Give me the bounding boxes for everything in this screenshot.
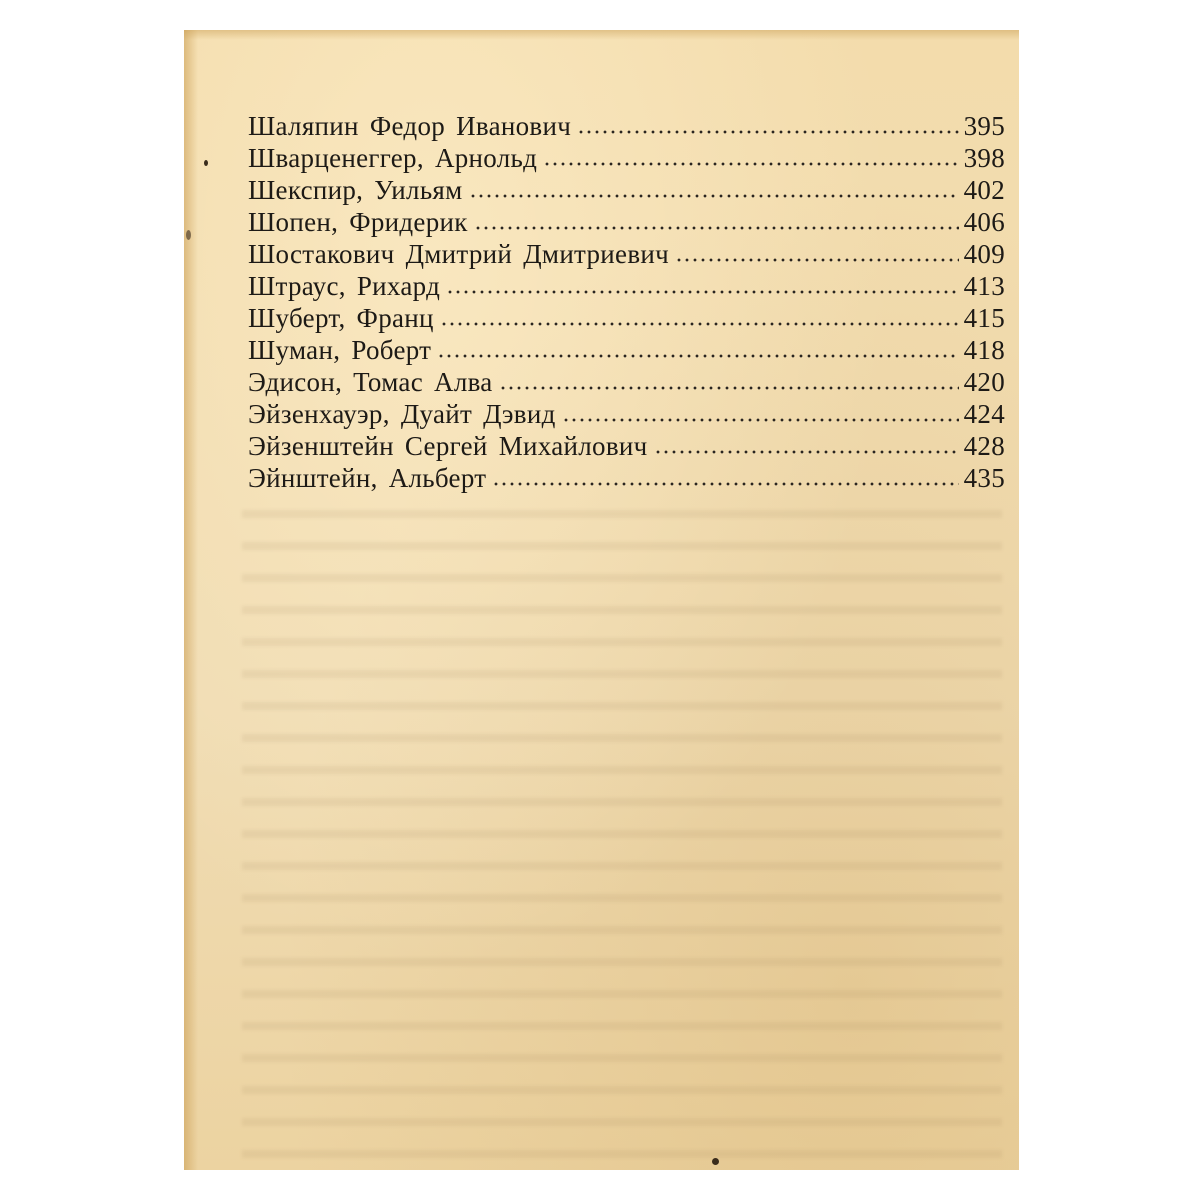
toc-entry-name: Эйнштейн, Альберт [248,463,487,493]
dot-leader [446,289,958,295]
paper-speck [712,1158,719,1165]
toc-entry-name: Эйзенхауэр, Дуайт Дэвид [248,399,556,429]
toc-entry-name: Шостакович Дмитрий Дмитриевич [248,239,670,269]
toc-entry[interactable] [248,174,1005,206]
toc-entry-page: 395 [963,111,1005,141]
toc-entry[interactable] [248,430,1005,462]
paper-speck [186,230,191,240]
toc-entry-page: 420 [963,367,1005,397]
dot-leader [440,321,959,327]
dot-leader [654,449,959,455]
toc-entry[interactable] [248,142,1005,174]
page-edge-shadow-top [184,30,1019,40]
toc-entry-page: 435 [963,463,1005,493]
toc-entry-name: Эйзенштейн Сергей Михайлович [248,431,648,461]
toc-entry[interactable] [248,270,1005,302]
toc-entry[interactable] [248,110,1005,142]
toc-entry-page: 428 [963,431,1005,461]
toc-entry-name: Шопен, Фридерик [248,207,468,237]
dot-leader [474,225,959,231]
toc-entry-name: Шуман, Роберт [248,335,432,365]
toc-entry-name: Шекспир, Уильям [248,175,463,205]
toc-entry-name: Эдисон, Томас Алва [248,367,493,397]
toc-entry[interactable] [248,206,1005,238]
table-of-contents [248,110,1005,494]
toc-entry-page: 418 [963,335,1005,365]
toc-entry[interactable] [248,334,1005,366]
toc-entry[interactable] [248,302,1005,334]
toc-entry[interactable] [248,398,1005,430]
toc-entry[interactable] [248,462,1005,494]
toc-entry-page: 415 [963,303,1005,333]
dot-leader [499,385,959,391]
toc-entry[interactable] [248,366,1005,398]
toc-entry-page: 402 [963,175,1005,205]
book-page [184,30,1019,1170]
bleed-through-text [242,498,1002,1170]
dot-leader [492,481,958,487]
toc-entry-page: 406 [963,207,1005,237]
dot-leader [543,161,958,167]
toc-entry[interactable] [248,238,1005,270]
page-edge-shadow-left [184,30,198,1170]
toc-entry-name: Шварценеггер, Арнольд [248,143,538,173]
dot-leader [675,257,959,263]
dot-leader [577,129,958,135]
toc-entry-page: 398 [963,143,1005,173]
dot-leader [469,193,959,199]
toc-entry-page: 424 [963,399,1005,429]
dot-leader [437,353,958,359]
toc-entry-name: Шуберт, Франц [248,303,434,333]
toc-entry-name: Штраус, Рихард [248,271,441,301]
toc-entry-page: 413 [963,271,1005,301]
toc-entry-page: 409 [963,239,1005,269]
dot-leader [562,417,959,423]
paper-speck [204,160,208,166]
toc-entry-name: Шаляпин Федор Иванович [248,111,572,141]
